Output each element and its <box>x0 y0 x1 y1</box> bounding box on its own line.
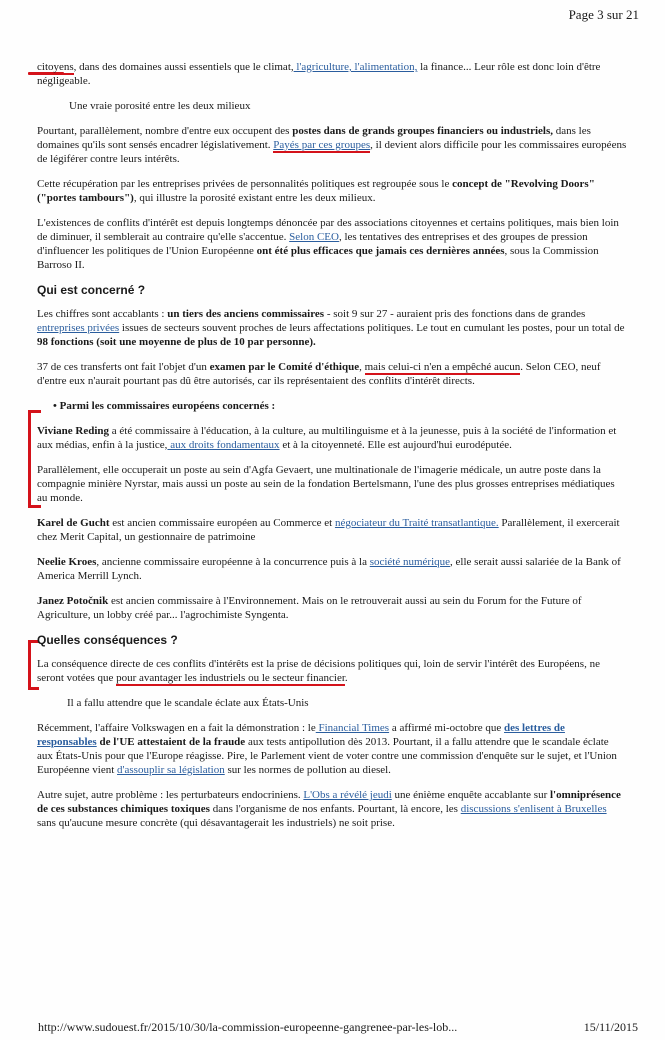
link[interactable]: des lettres de responsables <box>37 722 565 748</box>
text: et à la citoyenneté. Elle est aujourd'hui eurodéputée. <box>279 439 512 451</box>
text: a affirmé mi-octobre que <box>389 722 505 734</box>
text: Cette récupération par les entreprises privées de personnalités politiques est regroupée sous le <box>37 178 453 190</box>
paragraph <box>37 177 627 205</box>
paragraph <box>37 124 627 166</box>
text: citoyens <box>37 61 74 73</box>
text: une énième enquête accablante sur <box>391 789 550 801</box>
footer-url: http://www.sudouest.fr/2015/10/30/la-commission-europeenne-gangrenee-par-les-lob... <box>38 1020 458 1034</box>
text: dans les domaines qu'ils sont sensés encadrer législativement. <box>37 125 591 151</box>
paragraph <box>37 516 627 544</box>
link[interactable]: discussions s'enlisent à Bruxelles <box>460 803 607 815</box>
paragraph <box>37 555 627 583</box>
text: sur les normes de pollution au diesel. <box>224 764 391 776</box>
link[interactable]: entreprises privées <box>37 322 120 334</box>
link[interactable]: L'Obs a révélé jeudi <box>303 789 392 801</box>
link[interactable]: négociateur du Traité transatlantique. <box>334 517 499 529</box>
text: Les chiffres sont accablants : <box>37 308 168 320</box>
bold-text: postes dans de grands groupes financiers ou industriels, <box>292 125 553 137</box>
text: aux tests antipollution dès 2013. Pourtant, il a fallu attendre que le scandale éclate aux États-Unis pour que l'Europe réagisse. Pire, le Parlement vient de voter contre une commission d'enquête sur le sujet, et l'Union Européenne vient <box>37 736 617 776</box>
link[interactable]: Selon CEO <box>289 231 339 243</box>
text: pour avantager les industriels ou le secteur financier <box>116 672 345 684</box>
bold-text: Neelie Kroes <box>37 556 97 568</box>
text: Autre sujet, autre problème : les perturbateurs endocriniens. <box>37 789 304 801</box>
bold-text: un tiers des anciens commissaires <box>167 308 325 320</box>
text: Pourtant, parallèlement, nombre d'entre eux occupent des <box>37 125 293 137</box>
text: , il devient alors difficile pour les commissaires européens de légiférer contre leurs intérêts. <box>37 139 627 165</box>
bullet-heading: • Parmi les commissaires européens concernés : <box>53 400 276 412</box>
text: mais celui-ci n'en a empêché aucun <box>364 361 521 373</box>
text: , les tentatives des entreprises et des groupes de pression d'influencer les politiques de l'Union Européenne <box>37 231 588 257</box>
paragraph <box>37 216 627 272</box>
bold-text: l'omniprésence de ces substances chimiques toxiques <box>37 789 621 815</box>
text: , elle serait aussi salariée de la Bank of America Merrill Lynch. <box>37 556 621 582</box>
bold-text: 98 fonctions (soit une moyenne de plus de 10 par personne). <box>37 336 316 348</box>
paragraph: Parallèlement, elle occuperait un poste au sein d'Agfa Gevaert, une multinationale de l'imagerie médicale, un autre poste dans la compagnie minière Nyrstar, mais aussi un poste au sein de la fondation Bertelsmann, l'une des plus grosses entreprises médiatiques au monde. <box>37 464 615 504</box>
bold-text: Viviane Reding <box>37 425 110 437</box>
page-footer <box>38 1020 638 1034</box>
text: la finance... Leur rôle est donc loin d'être négligeable. <box>37 61 601 87</box>
bold-text: ont été plus efficaces que jamais ces dernières années <box>256 245 505 257</box>
page-number: Page 3 sur 21 <box>568 7 639 22</box>
text: La conséquence directe de ces conflits d'intérêts est la prise de décisions politiques qui, loin de servir l'intérêt des Européens, ne seront votées que <box>37 658 600 684</box>
text: L'existences de conflits d'intérêt est depuis longtemps dénoncée par des associations citoyennes et certains politiques, mais bien loin de diminuer, il semblerait au contraire qu'elle s'accentue. <box>37 217 619 243</box>
text: a été commissaire à l'éducation, à la culture, au multilinguisme et à la jeunesse, puis à la société de l'information et aux médias, enfin à la justice, <box>37 425 617 451</box>
text: , ancienne commissaire européenne à la concurrence puis à la <box>96 556 370 568</box>
section-heading: Qui est concerné ? <box>37 283 146 297</box>
paragraph <box>37 657 627 685</box>
subheading: Une vraie porosité entre les deux milieux <box>69 100 251 112</box>
link[interactable]: aux droits fondamentaux <box>167 439 280 451</box>
text: dans l'organisme de nos enfants. Pourtant, là encore, les <box>209 803 461 815</box>
text: sans qu'aucune mesure concrète (qui désavantagerait les industriels) ne soit prise. <box>37 817 395 829</box>
section-heading: Quelles conséquences ? <box>37 633 178 647</box>
paragraph <box>37 424 627 452</box>
footer-date: 15/11/2015 <box>583 1020 638 1034</box>
bold-text: examen par le Comité d'éthique <box>209 361 360 373</box>
text: est ancien commissaire à l'Environnement. Mais on le retrouverait aussi au sein du Forum for the Future of Agriculture, un lobby créé par... l'agrochimiste Syngenta. <box>37 595 582 621</box>
text: , dans des domaines aussi essentiels que le climat, <box>73 61 294 73</box>
bold-text: de l'UE attestaient de la fraude <box>96 736 246 748</box>
paragraph <box>37 307 627 349</box>
paragraph <box>37 594 627 622</box>
text: Parallèlement, il exercerait chez Merit Capital, un gestionnaire de patrimoine <box>37 517 620 543</box>
text: . <box>344 672 348 684</box>
text: - soit 9 sur 27 - auraient pris des fonctions dans de grandes <box>324 308 586 320</box>
bold-text: concept de "Revolving Doors" ("portes tambours") <box>37 178 595 204</box>
link[interactable]: l'agriculture, l'alimentation, <box>293 61 418 73</box>
text: , qui illustre la porosité existant entre les deux milieux. <box>133 192 376 204</box>
article-body <box>37 60 627 841</box>
text: , sous la Commission Barroso II. <box>37 245 599 271</box>
link[interactable]: Financial Times <box>315 722 390 734</box>
text: . Selon CEO, neuf d'entre eux n'aurait pourtant pas dû être autorisés, car ils représentaient des conflits d'intérêt directs. <box>37 361 601 387</box>
paragraph <box>37 788 627 830</box>
text: 37 de ces transferts ont fait l'objet d'un <box>37 361 210 373</box>
text: Récemment, l'affaire Volkswagen en a fait la démonstration : le <box>37 722 316 734</box>
link[interactable]: Payés par ces groupes <box>273 139 371 151</box>
link[interactable]: d'assouplir sa législation <box>117 764 225 776</box>
bold-text: Karel de Gucht <box>37 517 110 529</box>
paragraph <box>37 721 627 777</box>
subheading: Il a fallu attendre que le scandale éclate aux États-Unis <box>67 697 309 709</box>
text: est ancien commissaire européen au Commerce et <box>109 517 335 529</box>
paragraph <box>37 360 627 388</box>
text: , <box>359 361 365 373</box>
bold-text: Janez Potočnik <box>37 595 109 607</box>
link[interactable]: société numérique <box>369 556 451 568</box>
paragraph <box>37 60 627 88</box>
text: issues de secteurs souvent proches de leurs affectations politiques. Le tout en cumulant les postes, pour un total de <box>119 322 625 334</box>
